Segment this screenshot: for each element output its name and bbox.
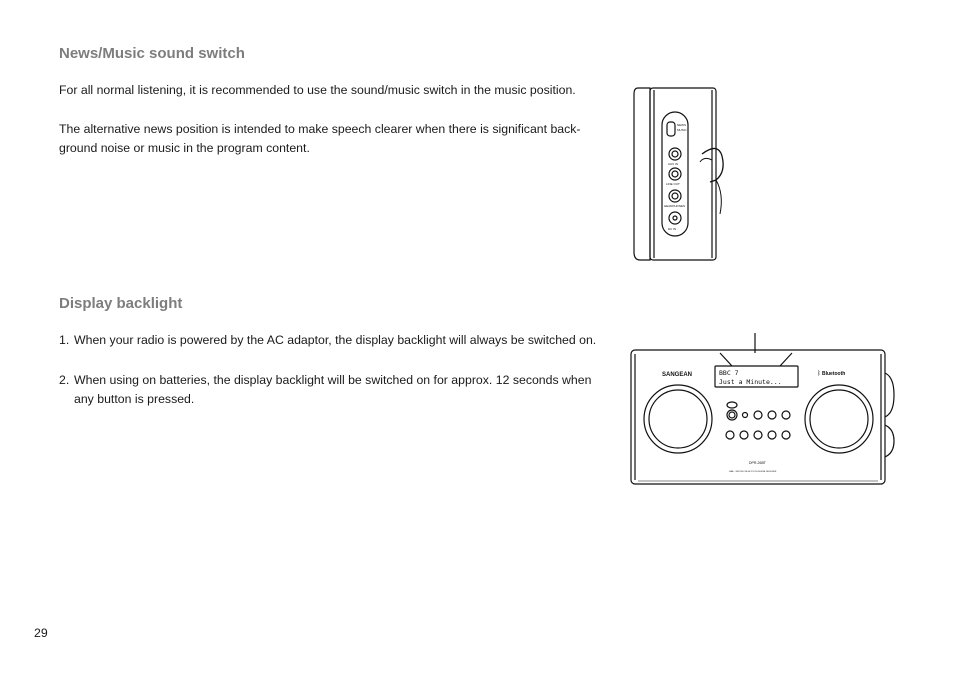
list-item [59,331,614,350]
paragraph-normal-listening: For all normal listening, it is recommended to use the sound/music switch in the music position. [59,83,576,97]
page-number: 29 [34,626,48,640]
preset-buttons [726,431,790,439]
display-line-2: Just a Minute... [719,378,782,386]
port-label-aux: AUX IN [668,162,679,166]
list-item-number: 1. [59,333,70,347]
brand-logo: SANGEAN [662,372,693,378]
section-title-display-backlight: Display backlight [59,295,183,312]
paragraph-news-position: The alternative news position is intended to make speech clearer when there is significant back-ground noise or music in the program content. [59,122,581,155]
radio-side-panel-illustration [630,84,730,264]
model-subtitle: DAB+ / FM RDS / BLUETOOTH DIGITAL RECEIVER [729,471,777,473]
port-label-dc: DC IN [668,227,677,231]
list-item-number: 2. [59,373,70,387]
display-line-1: BBC 7 [719,369,739,377]
bluetooth-icon: ᛒ [817,371,821,377]
radio-front-illustration [628,333,898,488]
switch-label-music: MUSIC [677,128,687,132]
list-item-text: When your radio is powered by the AC adaptor, the display backlight will always be switched on. [74,333,597,347]
port-label-line-out: LINE OUT [666,182,680,186]
bluetooth-label: Bluetooth [822,371,846,377]
list-item-text: When using on batteries, the display backlight will be switched on for approx. 12 seconds when any button is pressed. [74,373,592,406]
port-label-headphones: HEADPHONES [664,204,686,208]
switch-label-news: NEWS [677,123,686,127]
model-name: DPR-26BT [749,461,766,465]
section-title-news-music: News/Music sound switch [59,45,245,62]
list-item [59,371,614,409]
